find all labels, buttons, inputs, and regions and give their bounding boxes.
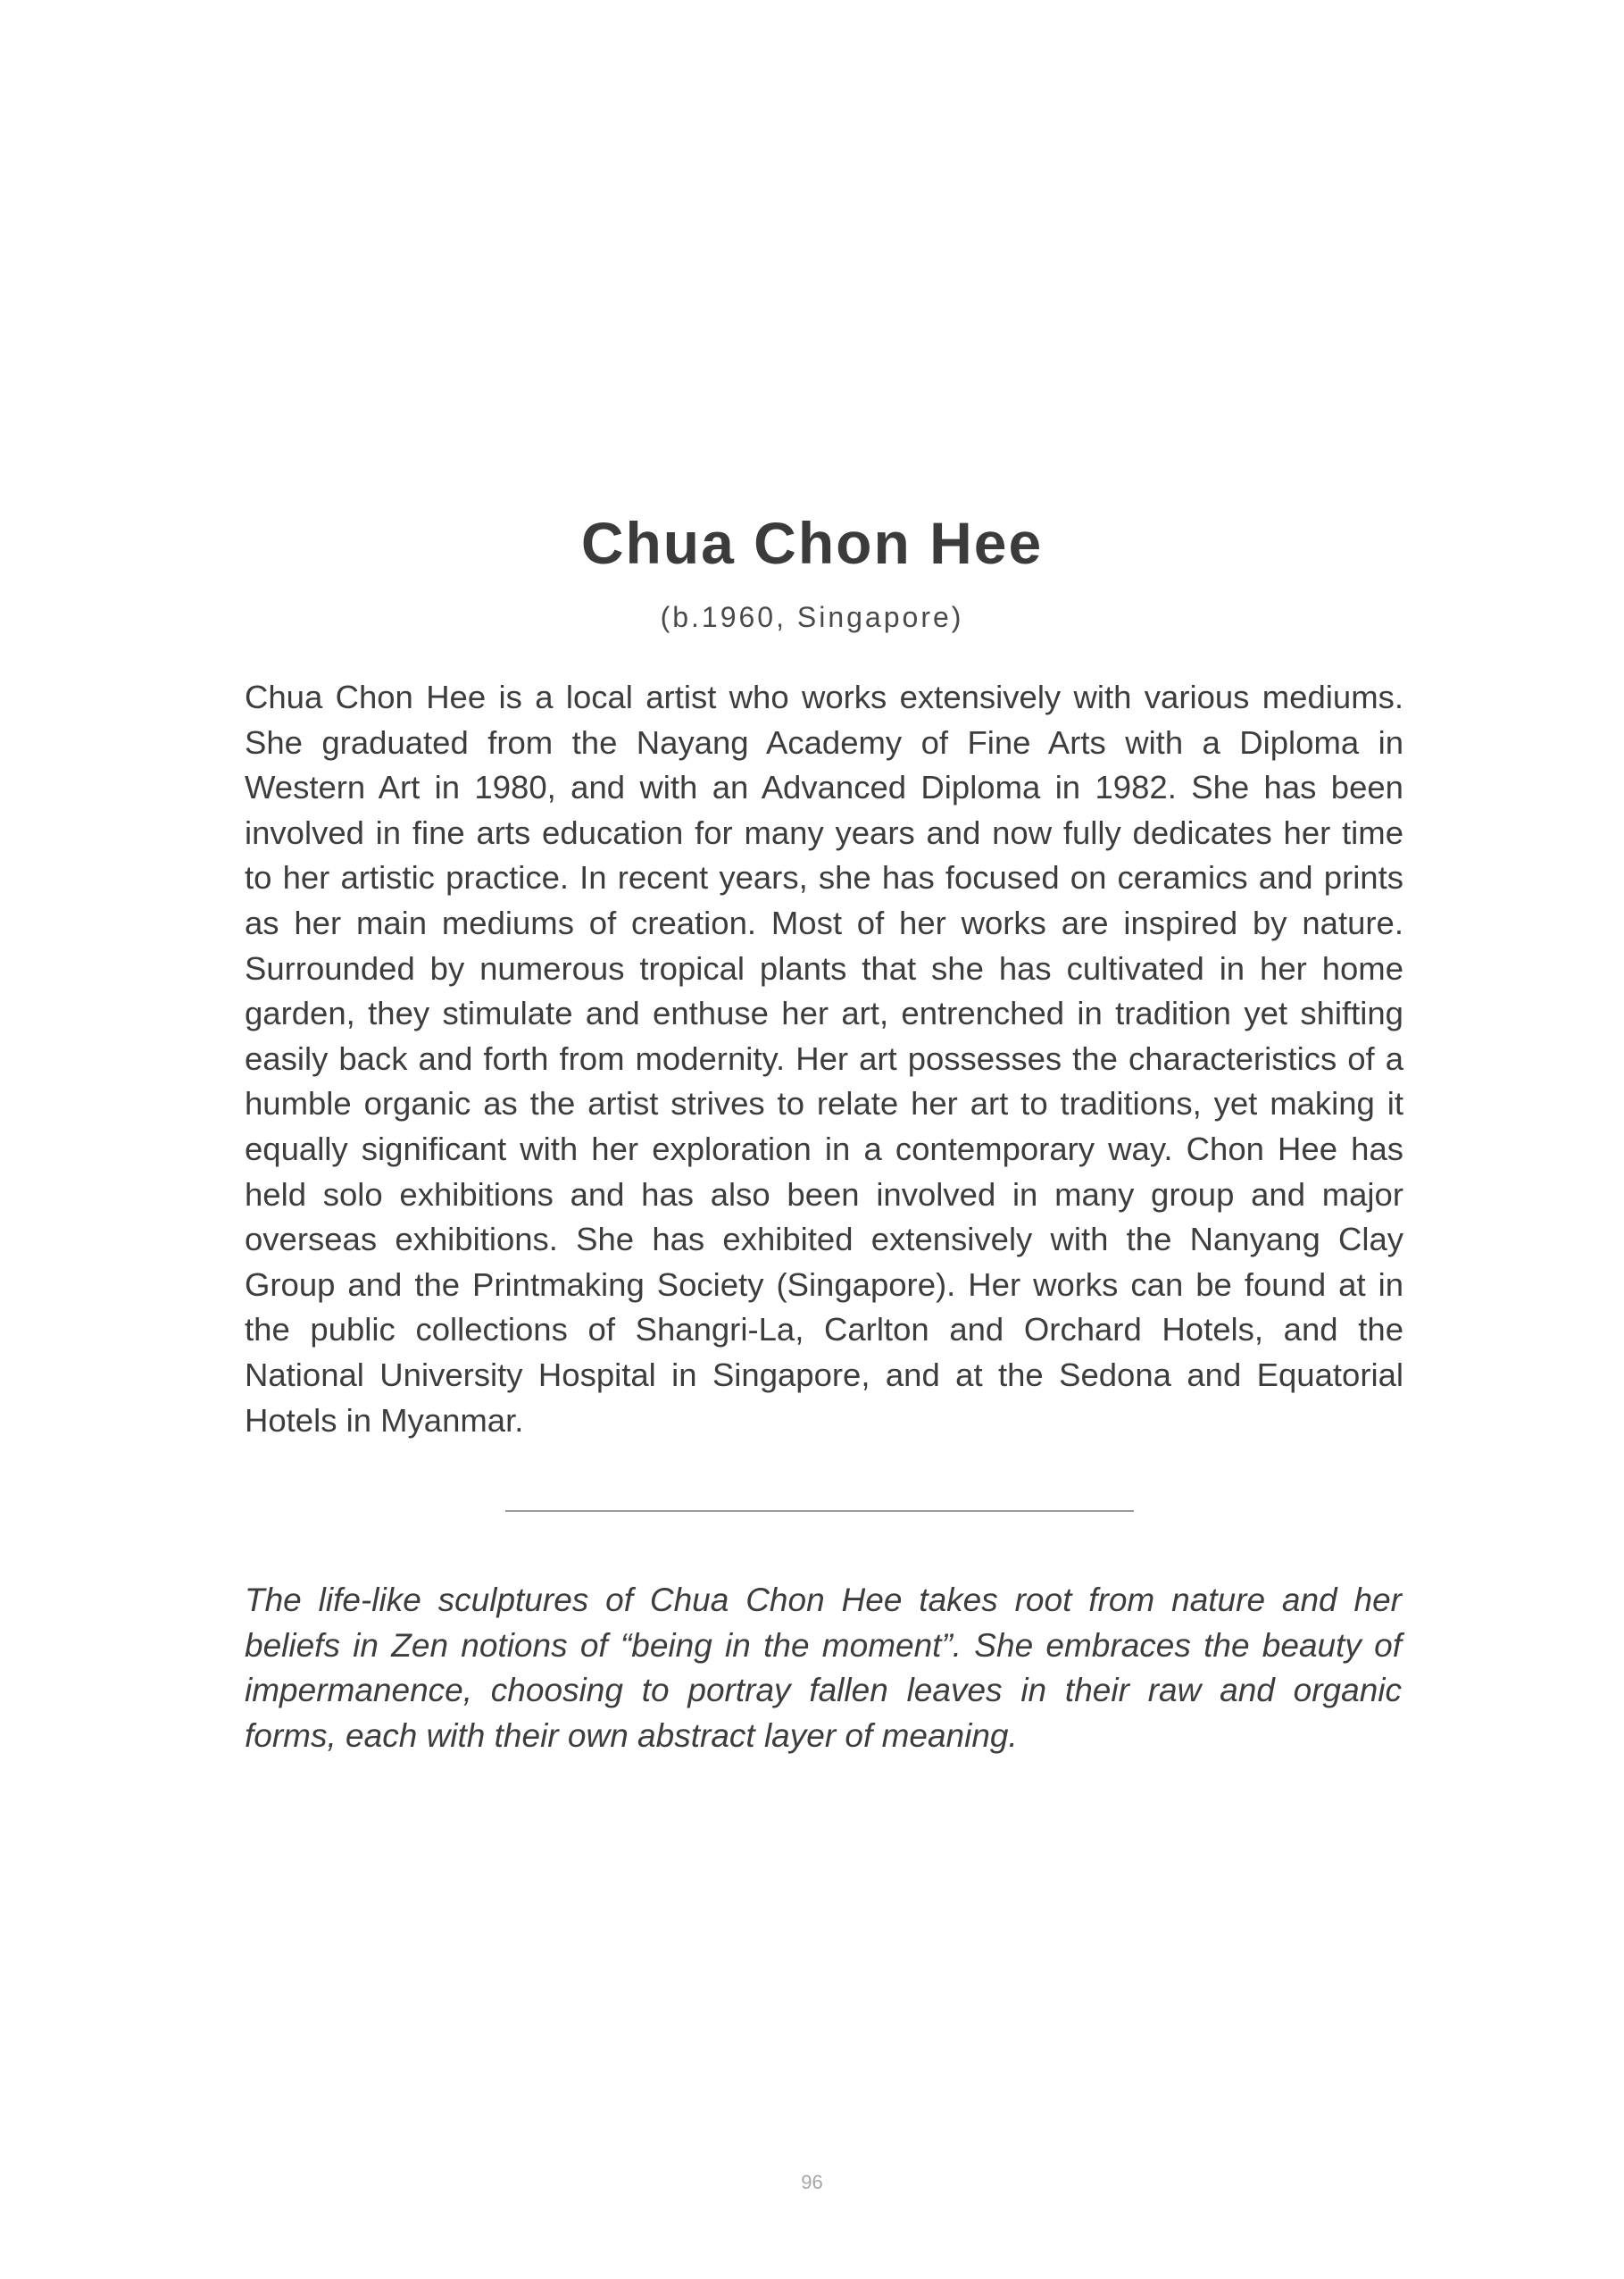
biography-paragraph: Chua Chon Hee is a local artist who works extensively with various mediums. She graduated from the Nayang Academy of Fine Arts with a Diploma in Western Art in 1980, and with an Advanced Diploma in 1982. She has been involved in fine arts education for many years and now fully dedicates her time to her artistic practice. In recent years, she has focused on ceramics and prints as her main mediums of creation. Most of her works are inspired by nature. Surrounded by numerous tropical plants that she has cultivated in her home garden, they stimulate and enthuse her art, entrenched in tradition yet shifting easily back and forth from modernity. Her art possesses the characteristics of a humble organic as the artist strives to relate her art to traditions, yet making it equally significant with her exploration in a contemporary way. Chon Hee has held solo exhibitions and has also been involved in many group and major overseas exhibitions. She has exhibited extensively with the Nanyang Clay Group and the Printmaking Society (Singapore). Her works can be found at in the public collections of Shangri-La, Carlton and Orchard Hotels, and the National University Hospital in Singapore, and at the Sedona and Equatorial Hotels in Myanmar. [245, 679, 1403, 1439]
artist-statement: The life-like sculptures of Chua Chon Hee takes root from nature and her beliefs in Zen notions of “being in the moment”. She embraces the beauty of impermanence, choosing to portray fallen leaves in their raw and organic forms, each with their own abstract layer of meaning. [245, 1582, 1402, 1754]
artist-name: Chua Chon Hee [580, 510, 1044, 576]
page-number: 96 [801, 2171, 823, 2193]
section-divider [505, 1510, 1134, 1512]
artist-birth-info: (b.1960, Singapore) [660, 601, 964, 633]
